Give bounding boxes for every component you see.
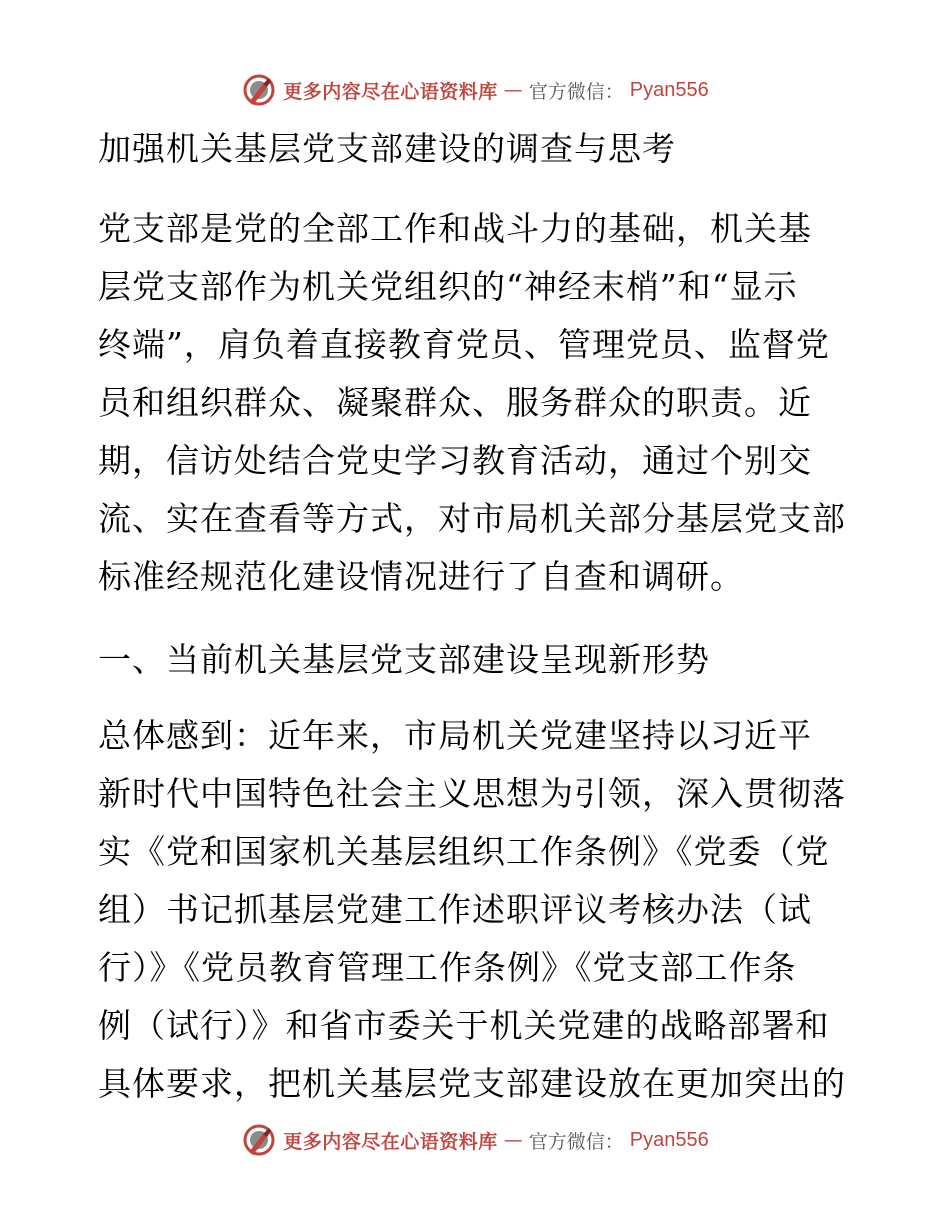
paragraph-line: 层党支部作为机关党组织的“神经末梢”和“显示 — [98, 267, 798, 306]
paragraph-line: 标准经规范化建设情况进行了自查和调研。 — [98, 557, 744, 596]
paragraph-line: 行）》《党员教育管理工作条例》《党支部工作条 — [98, 948, 797, 987]
paragraph-line: 例（试行）》和省市委关于机关党建的战略部署和 — [98, 1006, 830, 1045]
official-wechat-label: 官方微信： — [528, 80, 624, 103]
promo-text: 更多内容尽在心语资料库 — [283, 80, 498, 103]
pen-logo-icon — [241, 72, 277, 108]
paragraph-line: 实《党和国家机关基层组织工作条例》《党委（党 — [98, 832, 830, 871]
wechat-id: Pyan556 — [629, 78, 709, 101]
paragraph-line: 具体要求，把机关基层党支部建设放在更加突出的 — [98, 1064, 846, 1103]
official-wechat-label: 官方微信： — [528, 1130, 624, 1153]
paragraph-line: 流、实在查看等方式，对市局机关部分基层党支部 — [98, 499, 846, 538]
paragraph-summary — [98, 707, 850, 1113]
header-banner — [0, 70, 950, 110]
wechat-id: Pyan556 — [629, 1128, 709, 1151]
banner-dash: — — [503, 79, 523, 101]
paragraph-line: 组）书记抓基层党建工作述职评议考核办法（试 — [98, 890, 812, 929]
paragraph-line: 党支部是党的全部工作和战斗力的基础，机关基 — [98, 209, 812, 248]
paragraph-intro — [98, 200, 850, 606]
promo-text: 更多内容尽在心语资料库 — [283, 1130, 498, 1153]
banner-dash: — — [503, 1129, 523, 1151]
footer-banner — [0, 1120, 950, 1160]
paragraph-line: 员和组织群众、凝聚群众、服务群众的职责。近 — [98, 383, 812, 422]
paragraph-line: 终端”，肩负着直接教育党员、管理党员、监督党 — [98, 325, 830, 364]
document-body — [98, 120, 850, 1113]
paragraph-line: 新时代中国特色社会主义思想为引领，深入贯彻落 — [98, 774, 846, 813]
paragraph-line: 总体感到：近年来，市局机关党建坚持以习近平 — [98, 716, 812, 755]
document-title: 加强机关基层党支部建设的调查与思考 — [98, 129, 676, 168]
pen-logo-icon — [241, 1122, 277, 1158]
paragraph-line: 期，信访处结合党史学习教育活动，通过个别交 — [98, 441, 812, 480]
section-heading: 一、当前机关基层党支部建设呈现新形势 — [98, 640, 710, 679]
